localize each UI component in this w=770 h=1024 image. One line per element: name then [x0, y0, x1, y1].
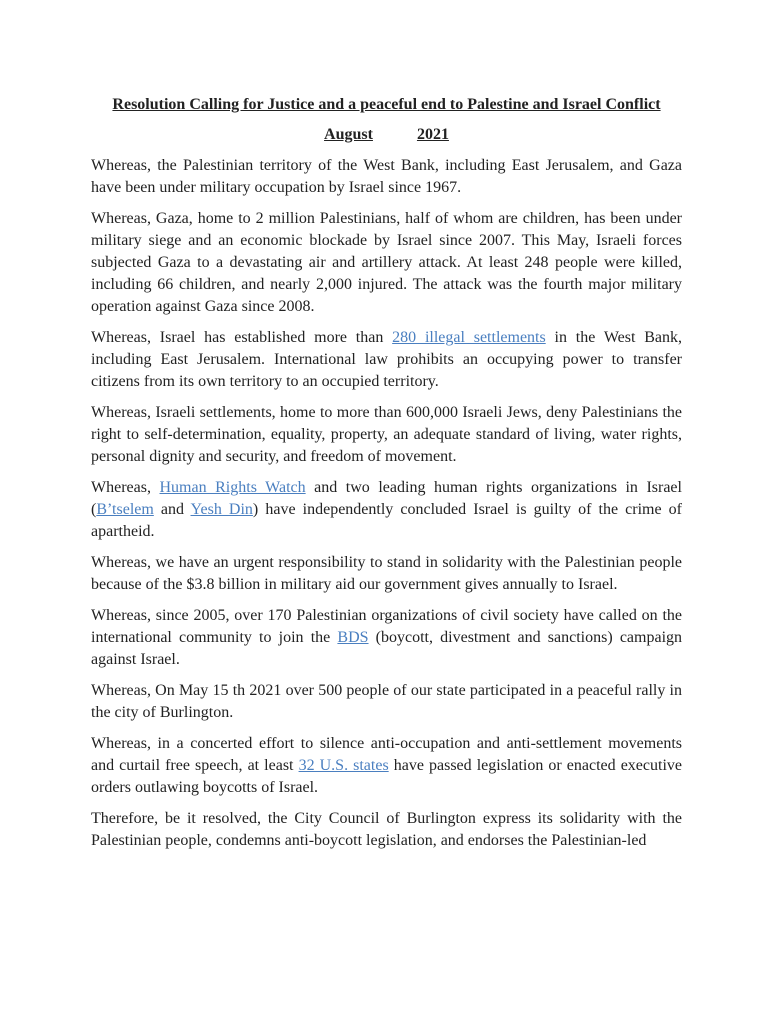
whereas-paragraph [91, 605, 682, 671]
date-year: 2021 [416, 126, 449, 143]
hyperlink[interactable]: Yesh Din [190, 501, 253, 518]
paragraph-text: Whereas, [91, 479, 160, 496]
hyperlink[interactable]: 280 illegal settlements [392, 329, 546, 346]
hyperlink[interactable]: 32 U.S. states [298, 757, 389, 774]
whereas-paragraph [91, 552, 682, 596]
whereas-paragraph [91, 402, 682, 468]
paragraph-text: Whereas, since 2005, over 170 Palestinian organizations of civil society have called on the international community to join the [91, 607, 682, 646]
paragraph-text: Whereas, we have an urgent responsibility to stand in solidarity with the Palestinian people because of the $3.8 billion in military aid our government gives annually to Israel. [91, 554, 682, 593]
whereas-paragraph [91, 155, 682, 199]
paragraph-text: and two leading human rights organizations in Israel ( [91, 479, 682, 518]
paragraph-text: Whereas, Israeli settlements, home to more than 600,000 Israeli Jews, deny Palestinians the right to self-determination, equality, property, an adequate standard of living, water rights, personal dignity and security, and freedom of movement. [91, 404, 682, 465]
paragraph-text: Whereas, Gaza, home to 2 million Palestinians, half of whom are children, has been under military siege and an economic blockade by Israel since 2007. This May, Israeli forces subjected Gaza to a devastating air and artillery attack. At least 248 people were killed, including 66 children, and nearly 2,000 injured. The attack was the fourth major military operation against Gaza since 2008. [91, 210, 682, 315]
hyperlink[interactable]: BDS [337, 629, 369, 646]
whereas-paragraph [91, 680, 682, 724]
paragraph-text: Whereas, On May 15 th 2021 over 500 people of our state participated in a peaceful rally in the city of Burlington. [91, 682, 682, 721]
paragraph-text: Whereas, the Palestinian territory of the West Bank, including East Jerusalem, and Gaza have been under military occupation by Israel since 1967. [91, 157, 682, 196]
paragraph-text: in the West Bank, including East Jerusalem. International law prohibits an occupying power to transfer citizens from its own territory to an occupied territory. [91, 329, 682, 390]
hyperlink[interactable]: B’tselem [96, 501, 154, 518]
document-title: Resolution Calling for Justice and a peaceful end to Palestine and Israel Conflict [112, 96, 661, 113]
whereas-paragraph [91, 477, 682, 543]
paragraph-text: Whereas, Israel has established more than [91, 329, 393, 346]
paragraph-text: ) have independently concluded Israel is guilty of the crime of apartheid. [91, 501, 683, 540]
whereas-paragraph [91, 808, 682, 852]
paragraph-text: (boycott, divestment and sanctions) campaign against Israel. [91, 629, 683, 668]
whereas-paragraph [91, 208, 682, 318]
hyperlink[interactable]: Human Rights Watch [159, 479, 306, 496]
date-month: August [324, 126, 373, 143]
whereas-paragraph [91, 327, 682, 393]
document-body [91, 155, 682, 852]
paragraph-text: and [153, 501, 191, 518]
paragraph-text: have passed legislation or enacted executive orders outlawing boycotts of Israel. [91, 757, 682, 796]
whereas-paragraph [91, 733, 682, 799]
paragraph-text: Therefore, be it resolved, the City Council of Burlington express its solidarity with the Palestinian people, condemns anti-boycott legislation, and endorses the Palestinian-led [91, 810, 682, 849]
paragraph-text: Whereas, in a concerted effort to silence anti-occupation and anti-settlement movements and curtail free speech, at least [91, 735, 682, 774]
document-date [91, 124, 682, 146]
